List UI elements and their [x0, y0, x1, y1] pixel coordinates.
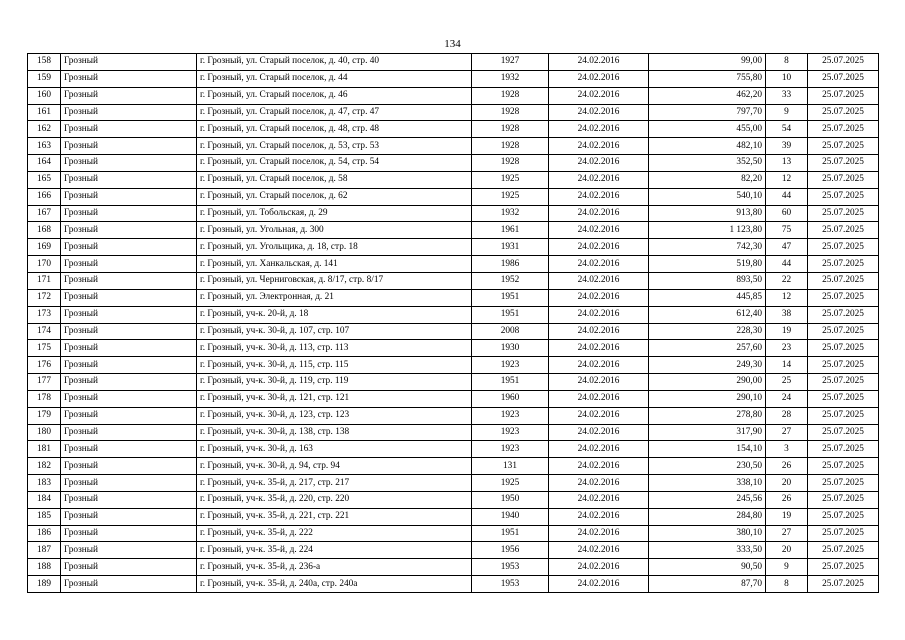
settlement-cell: Грозный — [61, 121, 197, 138]
construction-year-cell: 1928 — [472, 104, 549, 121]
row-number-cell: 165 — [28, 171, 61, 188]
construction-year-cell: 1951 — [472, 525, 549, 542]
row-number-cell: 183 — [28, 475, 61, 492]
count-cell: 75 — [766, 222, 808, 239]
table-row — [28, 357, 879, 374]
date-cell: 24.02.2016 — [549, 508, 649, 525]
deadline-cell: 25.07.2025 — [808, 340, 879, 357]
table-row — [28, 576, 879, 593]
count-cell: 3 — [766, 441, 808, 458]
address-cell: г. Грозный, уч-к. 35-й, д. 240а, стр. 240а — [197, 576, 472, 593]
table-row — [28, 272, 879, 289]
address-cell: г. Грозный, ул. Электронная, д. 21 — [197, 289, 472, 306]
count-cell: 39 — [766, 138, 808, 155]
date-cell: 24.02.2016 — [549, 54, 649, 71]
date-cell: 24.02.2016 — [549, 407, 649, 424]
settlement-cell: Грозный — [61, 374, 197, 391]
table-row — [28, 458, 879, 475]
date-cell: 24.02.2016 — [549, 272, 649, 289]
settlement-cell: Грозный — [61, 155, 197, 172]
construction-year-cell: 1928 — [472, 155, 549, 172]
area-cell: 278,80 — [649, 407, 766, 424]
area-cell: 913,80 — [649, 205, 766, 222]
settlement-cell: Грозный — [61, 475, 197, 492]
construction-year-cell: 1925 — [472, 475, 549, 492]
count-cell: 8 — [766, 576, 808, 593]
count-cell: 10 — [766, 70, 808, 87]
date-cell: 24.02.2016 — [549, 155, 649, 172]
table-row — [28, 188, 879, 205]
construction-year-cell: 1951 — [472, 374, 549, 391]
table-row — [28, 256, 879, 273]
count-cell: 12 — [766, 289, 808, 306]
construction-year-cell: 1925 — [472, 188, 549, 205]
construction-year-cell: 1932 — [472, 70, 549, 87]
address-cell: г. Грозный, уч-к. 35-й, д. 224 — [197, 542, 472, 559]
construction-year-cell: 1930 — [472, 340, 549, 357]
deadline-cell: 25.07.2025 — [808, 188, 879, 205]
address-cell: г. Грозный, уч-к. 30-й, д. 113, стр. 113 — [197, 340, 472, 357]
construction-year-cell: 1927 — [472, 54, 549, 71]
row-number-cell: 181 — [28, 441, 61, 458]
count-cell: 19 — [766, 508, 808, 525]
area-cell: 462,20 — [649, 87, 766, 104]
settlement-cell: Грозный — [61, 407, 197, 424]
deadline-cell: 25.07.2025 — [808, 138, 879, 155]
settlement-cell: Грозный — [61, 559, 197, 576]
area-cell: 257,60 — [649, 340, 766, 357]
date-cell: 24.02.2016 — [549, 441, 649, 458]
row-number-cell: 185 — [28, 508, 61, 525]
area-cell: 87,70 — [649, 576, 766, 593]
deadline-cell: 25.07.2025 — [808, 458, 879, 475]
area-cell: 338,10 — [649, 475, 766, 492]
table-row — [28, 54, 879, 71]
date-cell: 24.02.2016 — [549, 171, 649, 188]
table-row — [28, 323, 879, 340]
area-cell: 249,30 — [649, 357, 766, 374]
date-cell: 24.02.2016 — [549, 289, 649, 306]
address-cell: г. Грозный, уч-к. 35-й, д. 220, стр. 220 — [197, 491, 472, 508]
date-cell: 24.02.2016 — [549, 576, 649, 593]
address-cell: г. Грозный, уч-к. 30-й, д. 163 — [197, 441, 472, 458]
deadline-cell: 25.07.2025 — [808, 104, 879, 121]
address-cell: г. Грозный, ул. Старый поселок, д. 47, стр. 47 — [197, 104, 472, 121]
settlement-cell: Грозный — [61, 424, 197, 441]
count-cell: 47 — [766, 239, 808, 256]
row-number-cell: 173 — [28, 306, 61, 323]
table-row — [28, 508, 879, 525]
table-row — [28, 525, 879, 542]
address-cell: г. Грозный, ул. Ханкальская, д. 141 — [197, 256, 472, 273]
date-cell: 24.02.2016 — [549, 104, 649, 121]
row-number-cell: 162 — [28, 121, 61, 138]
row-number-cell: 158 — [28, 54, 61, 71]
construction-year-cell: 2008 — [472, 323, 549, 340]
settlement-cell: Грозный — [61, 239, 197, 256]
count-cell: 8 — [766, 54, 808, 71]
row-number-cell: 189 — [28, 576, 61, 593]
table-row — [28, 289, 879, 306]
date-cell: 24.02.2016 — [549, 138, 649, 155]
row-number-cell: 161 — [28, 104, 61, 121]
settlement-cell: Грозный — [61, 289, 197, 306]
date-cell: 24.02.2016 — [549, 542, 649, 559]
settlement-cell: Грозный — [61, 272, 197, 289]
construction-year-cell: 1928 — [472, 121, 549, 138]
count-cell: 12 — [766, 171, 808, 188]
settlement-cell: Грозный — [61, 357, 197, 374]
date-cell: 24.02.2016 — [549, 87, 649, 104]
deadline-cell: 25.07.2025 — [808, 525, 879, 542]
date-cell: 24.02.2016 — [549, 458, 649, 475]
count-cell: 26 — [766, 458, 808, 475]
table-row — [28, 138, 879, 155]
count-cell: 9 — [766, 104, 808, 121]
row-number-cell: 164 — [28, 155, 61, 172]
deadline-cell: 25.07.2025 — [808, 576, 879, 593]
row-number-cell: 177 — [28, 374, 61, 391]
count-cell: 38 — [766, 306, 808, 323]
construction-year-cell: 1932 — [472, 205, 549, 222]
construction-year-cell: 1950 — [472, 491, 549, 508]
deadline-cell: 25.07.2025 — [808, 390, 879, 407]
count-cell: 24 — [766, 390, 808, 407]
settlement-cell: Грозный — [61, 256, 197, 273]
address-cell: г. Грозный, уч-к. 35-й, д. 221, стр. 221 — [197, 508, 472, 525]
deadline-cell: 25.07.2025 — [808, 205, 879, 222]
count-cell: 25 — [766, 374, 808, 391]
area-cell: 333,50 — [649, 542, 766, 559]
row-number-cell: 188 — [28, 559, 61, 576]
deadline-cell: 25.07.2025 — [808, 155, 879, 172]
area-cell: 455,00 — [649, 121, 766, 138]
area-cell: 797,70 — [649, 104, 766, 121]
deadline-cell: 25.07.2025 — [808, 424, 879, 441]
area-cell: 612,40 — [649, 306, 766, 323]
row-number-cell: 171 — [28, 272, 61, 289]
date-cell: 24.02.2016 — [549, 256, 649, 273]
address-cell: г. Грозный, ул. Старый поселок, д. 46 — [197, 87, 472, 104]
count-cell: 23 — [766, 340, 808, 357]
count-cell: 60 — [766, 205, 808, 222]
date-cell: 24.02.2016 — [549, 323, 649, 340]
area-cell: 540,10 — [649, 188, 766, 205]
deadline-cell: 25.07.2025 — [808, 491, 879, 508]
deadline-cell: 25.07.2025 — [808, 222, 879, 239]
row-number-cell: 175 — [28, 340, 61, 357]
deadline-cell: 25.07.2025 — [808, 239, 879, 256]
construction-year-cell: 1928 — [472, 87, 549, 104]
area-cell: 380,10 — [649, 525, 766, 542]
row-number-cell: 166 — [28, 188, 61, 205]
deadline-cell: 25.07.2025 — [808, 323, 879, 340]
count-cell: 28 — [766, 407, 808, 424]
area-cell: 230,50 — [649, 458, 766, 475]
table-row — [28, 87, 879, 104]
row-number-cell: 163 — [28, 138, 61, 155]
settlement-cell: Грозный — [61, 104, 197, 121]
date-cell: 24.02.2016 — [549, 340, 649, 357]
address-cell: г. Грозный, ул. Тобольская, д. 29 — [197, 205, 472, 222]
area-cell: 99,00 — [649, 54, 766, 71]
page-number: 134 — [444, 38, 461, 50]
construction-year-cell: 1931 — [472, 239, 549, 256]
address-cell: г. Грозный, уч-к. 30-й, д. 115, стр. 115 — [197, 357, 472, 374]
area-cell: 290,00 — [649, 374, 766, 391]
table-row — [28, 424, 879, 441]
settlement-cell: Грозный — [61, 441, 197, 458]
address-cell: г. Грозный, уч-к. 30-й, д. 119, стр. 119 — [197, 374, 472, 391]
table-body — [28, 54, 879, 593]
settlement-cell: Грозный — [61, 542, 197, 559]
deadline-cell: 25.07.2025 — [808, 475, 879, 492]
settlement-cell: Грозный — [61, 171, 197, 188]
settlement-cell: Грозный — [61, 390, 197, 407]
settlement-cell: Грозный — [61, 188, 197, 205]
settlement-cell: Грозный — [61, 306, 197, 323]
count-cell: 13 — [766, 155, 808, 172]
table-row — [28, 491, 879, 508]
table-row — [28, 559, 879, 576]
address-cell: г. Грозный, ул. Угольщика, д. 18, стр. 18 — [197, 239, 472, 256]
row-number-cell: 179 — [28, 407, 61, 424]
address-cell: г. Грозный, ул. Старый поселок, д. 48, стр. 48 — [197, 121, 472, 138]
row-number-cell: 170 — [28, 256, 61, 273]
table-row — [28, 121, 879, 138]
row-number-cell: 160 — [28, 87, 61, 104]
count-cell: 44 — [766, 256, 808, 273]
address-cell: г. Грозный, уч-к. 30-й, д. 107, стр. 107 — [197, 323, 472, 340]
construction-year-cell: 1923 — [472, 357, 549, 374]
address-cell: г. Грозный, ул. Старый поселок, д. 40, стр. 40 — [197, 54, 472, 71]
area-cell: 755,80 — [649, 70, 766, 87]
area-cell: 445,85 — [649, 289, 766, 306]
deadline-cell: 25.07.2025 — [808, 70, 879, 87]
count-cell: 27 — [766, 525, 808, 542]
count-cell: 20 — [766, 542, 808, 559]
construction-year-cell: 1925 — [472, 171, 549, 188]
settlement-cell: Грозный — [61, 458, 197, 475]
count-cell: 22 — [766, 272, 808, 289]
deadline-cell: 25.07.2025 — [808, 171, 879, 188]
row-number-cell: 176 — [28, 357, 61, 374]
settlement-cell: Грозный — [61, 491, 197, 508]
construction-year-cell: 1952 — [472, 272, 549, 289]
area-cell: 245,56 — [649, 491, 766, 508]
settlement-cell: Грозный — [61, 576, 197, 593]
table-row — [28, 390, 879, 407]
address-cell: г. Грозный, ул. Старый поселок, д. 44 — [197, 70, 472, 87]
table-row — [28, 542, 879, 559]
address-cell: г. Грозный, уч-к. 35-й, д. 222 — [197, 525, 472, 542]
table-row — [28, 441, 879, 458]
row-number-cell: 186 — [28, 525, 61, 542]
row-number-cell: 167 — [28, 205, 61, 222]
row-number-cell: 178 — [28, 390, 61, 407]
deadline-cell: 25.07.2025 — [808, 508, 879, 525]
area-cell: 290,10 — [649, 390, 766, 407]
construction-year-cell: 131 — [472, 458, 549, 475]
table-row — [28, 70, 879, 87]
date-cell: 24.02.2016 — [549, 374, 649, 391]
settlement-cell: Грозный — [61, 323, 197, 340]
settlement-cell: Грозный — [61, 222, 197, 239]
construction-year-cell: 1956 — [472, 542, 549, 559]
deadline-cell: 25.07.2025 — [808, 542, 879, 559]
construction-year-cell: 1960 — [472, 390, 549, 407]
count-cell: 44 — [766, 188, 808, 205]
deadline-cell: 25.07.2025 — [808, 357, 879, 374]
count-cell: 27 — [766, 424, 808, 441]
settlement-cell: Грозный — [61, 87, 197, 104]
address-cell: г. Грозный, уч-к. 30-й, д. 138, стр. 138 — [197, 424, 472, 441]
settlement-cell: Грозный — [61, 70, 197, 87]
table-row — [28, 155, 879, 172]
buildings-table — [27, 53, 879, 593]
count-cell: 26 — [766, 491, 808, 508]
row-number-cell: 182 — [28, 458, 61, 475]
construction-year-cell: 1923 — [472, 441, 549, 458]
table-row — [28, 374, 879, 391]
row-number-cell: 184 — [28, 491, 61, 508]
area-cell: 284,80 — [649, 508, 766, 525]
address-cell: г. Грозный, ул. Угольная, д. 300 — [197, 222, 472, 239]
address-cell: г. Грозный, уч-к. 30-й, д. 121, стр. 121 — [197, 390, 472, 407]
count-cell: 54 — [766, 121, 808, 138]
count-cell: 9 — [766, 559, 808, 576]
date-cell: 24.02.2016 — [549, 357, 649, 374]
deadline-cell: 25.07.2025 — [808, 121, 879, 138]
date-cell: 24.02.2016 — [549, 491, 649, 508]
construction-year-cell: 1961 — [472, 222, 549, 239]
table-row — [28, 222, 879, 239]
date-cell: 24.02.2016 — [549, 559, 649, 576]
area-cell: 154,10 — [649, 441, 766, 458]
area-cell: 352,50 — [649, 155, 766, 172]
date-cell: 24.02.2016 — [549, 205, 649, 222]
construction-year-cell: 1953 — [472, 576, 549, 593]
date-cell: 24.02.2016 — [549, 525, 649, 542]
deadline-cell: 25.07.2025 — [808, 256, 879, 273]
row-number-cell: 174 — [28, 323, 61, 340]
date-cell: 24.02.2016 — [549, 70, 649, 87]
area-cell: 82,20 — [649, 171, 766, 188]
settlement-cell: Грозный — [61, 340, 197, 357]
construction-year-cell: 1940 — [472, 508, 549, 525]
count-cell: 20 — [766, 475, 808, 492]
address-cell: г. Грозный, уч-к. 35-й, д. 217, стр. 217 — [197, 475, 472, 492]
address-cell: г. Грозный, ул. Старый поселок, д. 58 — [197, 171, 472, 188]
row-number-cell: 180 — [28, 424, 61, 441]
construction-year-cell: 1953 — [472, 559, 549, 576]
deadline-cell: 25.07.2025 — [808, 54, 879, 71]
address-cell: г. Грозный, уч-к. 30-й, д. 94, стр. 94 — [197, 458, 472, 475]
address-cell: г. Грозный, уч-к. 35-й, д. 236-а — [197, 559, 472, 576]
table-row — [28, 475, 879, 492]
area-cell: 519,80 — [649, 256, 766, 273]
address-cell: г. Грозный, ул. Старый поселок, д. 62 — [197, 188, 472, 205]
area-cell: 893,50 — [649, 272, 766, 289]
area-cell: 90,50 — [649, 559, 766, 576]
construction-year-cell: 1923 — [472, 407, 549, 424]
settlement-cell: Грозный — [61, 138, 197, 155]
table-row — [28, 239, 879, 256]
deadline-cell: 25.07.2025 — [808, 559, 879, 576]
deadline-cell: 25.07.2025 — [808, 306, 879, 323]
table-row — [28, 306, 879, 323]
date-cell: 24.02.2016 — [549, 306, 649, 323]
deadline-cell: 25.07.2025 — [808, 441, 879, 458]
date-cell: 24.02.2016 — [549, 222, 649, 239]
construction-year-cell: 1923 — [472, 424, 549, 441]
area-cell: 742,30 — [649, 239, 766, 256]
area-cell: 317,90 — [649, 424, 766, 441]
date-cell: 24.02.2016 — [549, 424, 649, 441]
table-row — [28, 171, 879, 188]
table-row — [28, 104, 879, 121]
address-cell: г. Грозный, уч-к. 30-й, д. 123, стр. 123 — [197, 407, 472, 424]
area-cell: 228,30 — [649, 323, 766, 340]
deadline-cell: 25.07.2025 — [808, 407, 879, 424]
date-cell: 24.02.2016 — [549, 390, 649, 407]
address-cell: г. Грозный, ул. Старый поселок, д. 53, стр. 53 — [197, 138, 472, 155]
table-row — [28, 205, 879, 222]
date-cell: 24.02.2016 — [549, 239, 649, 256]
date-cell: 24.02.2016 — [549, 121, 649, 138]
table-row — [28, 407, 879, 424]
count-cell: 14 — [766, 357, 808, 374]
row-number-cell: 172 — [28, 289, 61, 306]
row-number-cell: 168 — [28, 222, 61, 239]
count-cell: 33 — [766, 87, 808, 104]
settlement-cell: Грозный — [61, 205, 197, 222]
construction-year-cell: 1928 — [472, 138, 549, 155]
construction-year-cell: 1986 — [472, 256, 549, 273]
deadline-cell: 25.07.2025 — [808, 374, 879, 391]
settlement-cell: Грозный — [61, 54, 197, 71]
row-number-cell: 187 — [28, 542, 61, 559]
row-number-cell: 169 — [28, 239, 61, 256]
date-cell: 24.02.2016 — [549, 475, 649, 492]
address-cell: г. Грозный, ул. Черниговская, д. 8/17, стр. 8/17 — [197, 272, 472, 289]
deadline-cell: 25.07.2025 — [808, 272, 879, 289]
table-row — [28, 340, 879, 357]
settlement-cell: Грозный — [61, 508, 197, 525]
area-cell: 1 123,80 — [649, 222, 766, 239]
construction-year-cell: 1951 — [472, 289, 549, 306]
deadline-cell: 25.07.2025 — [808, 87, 879, 104]
construction-year-cell: 1951 — [472, 306, 549, 323]
address-cell: г. Грозный, уч-к. 20-й, д. 18 — [197, 306, 472, 323]
count-cell: 19 — [766, 323, 808, 340]
deadline-cell: 25.07.2025 — [808, 289, 879, 306]
area-cell: 482,10 — [649, 138, 766, 155]
settlement-cell: Грозный — [61, 525, 197, 542]
row-number-cell: 159 — [28, 70, 61, 87]
address-cell: г. Грозный, ул. Старый поселок, д. 54, стр. 54 — [197, 155, 472, 172]
date-cell: 24.02.2016 — [549, 188, 649, 205]
